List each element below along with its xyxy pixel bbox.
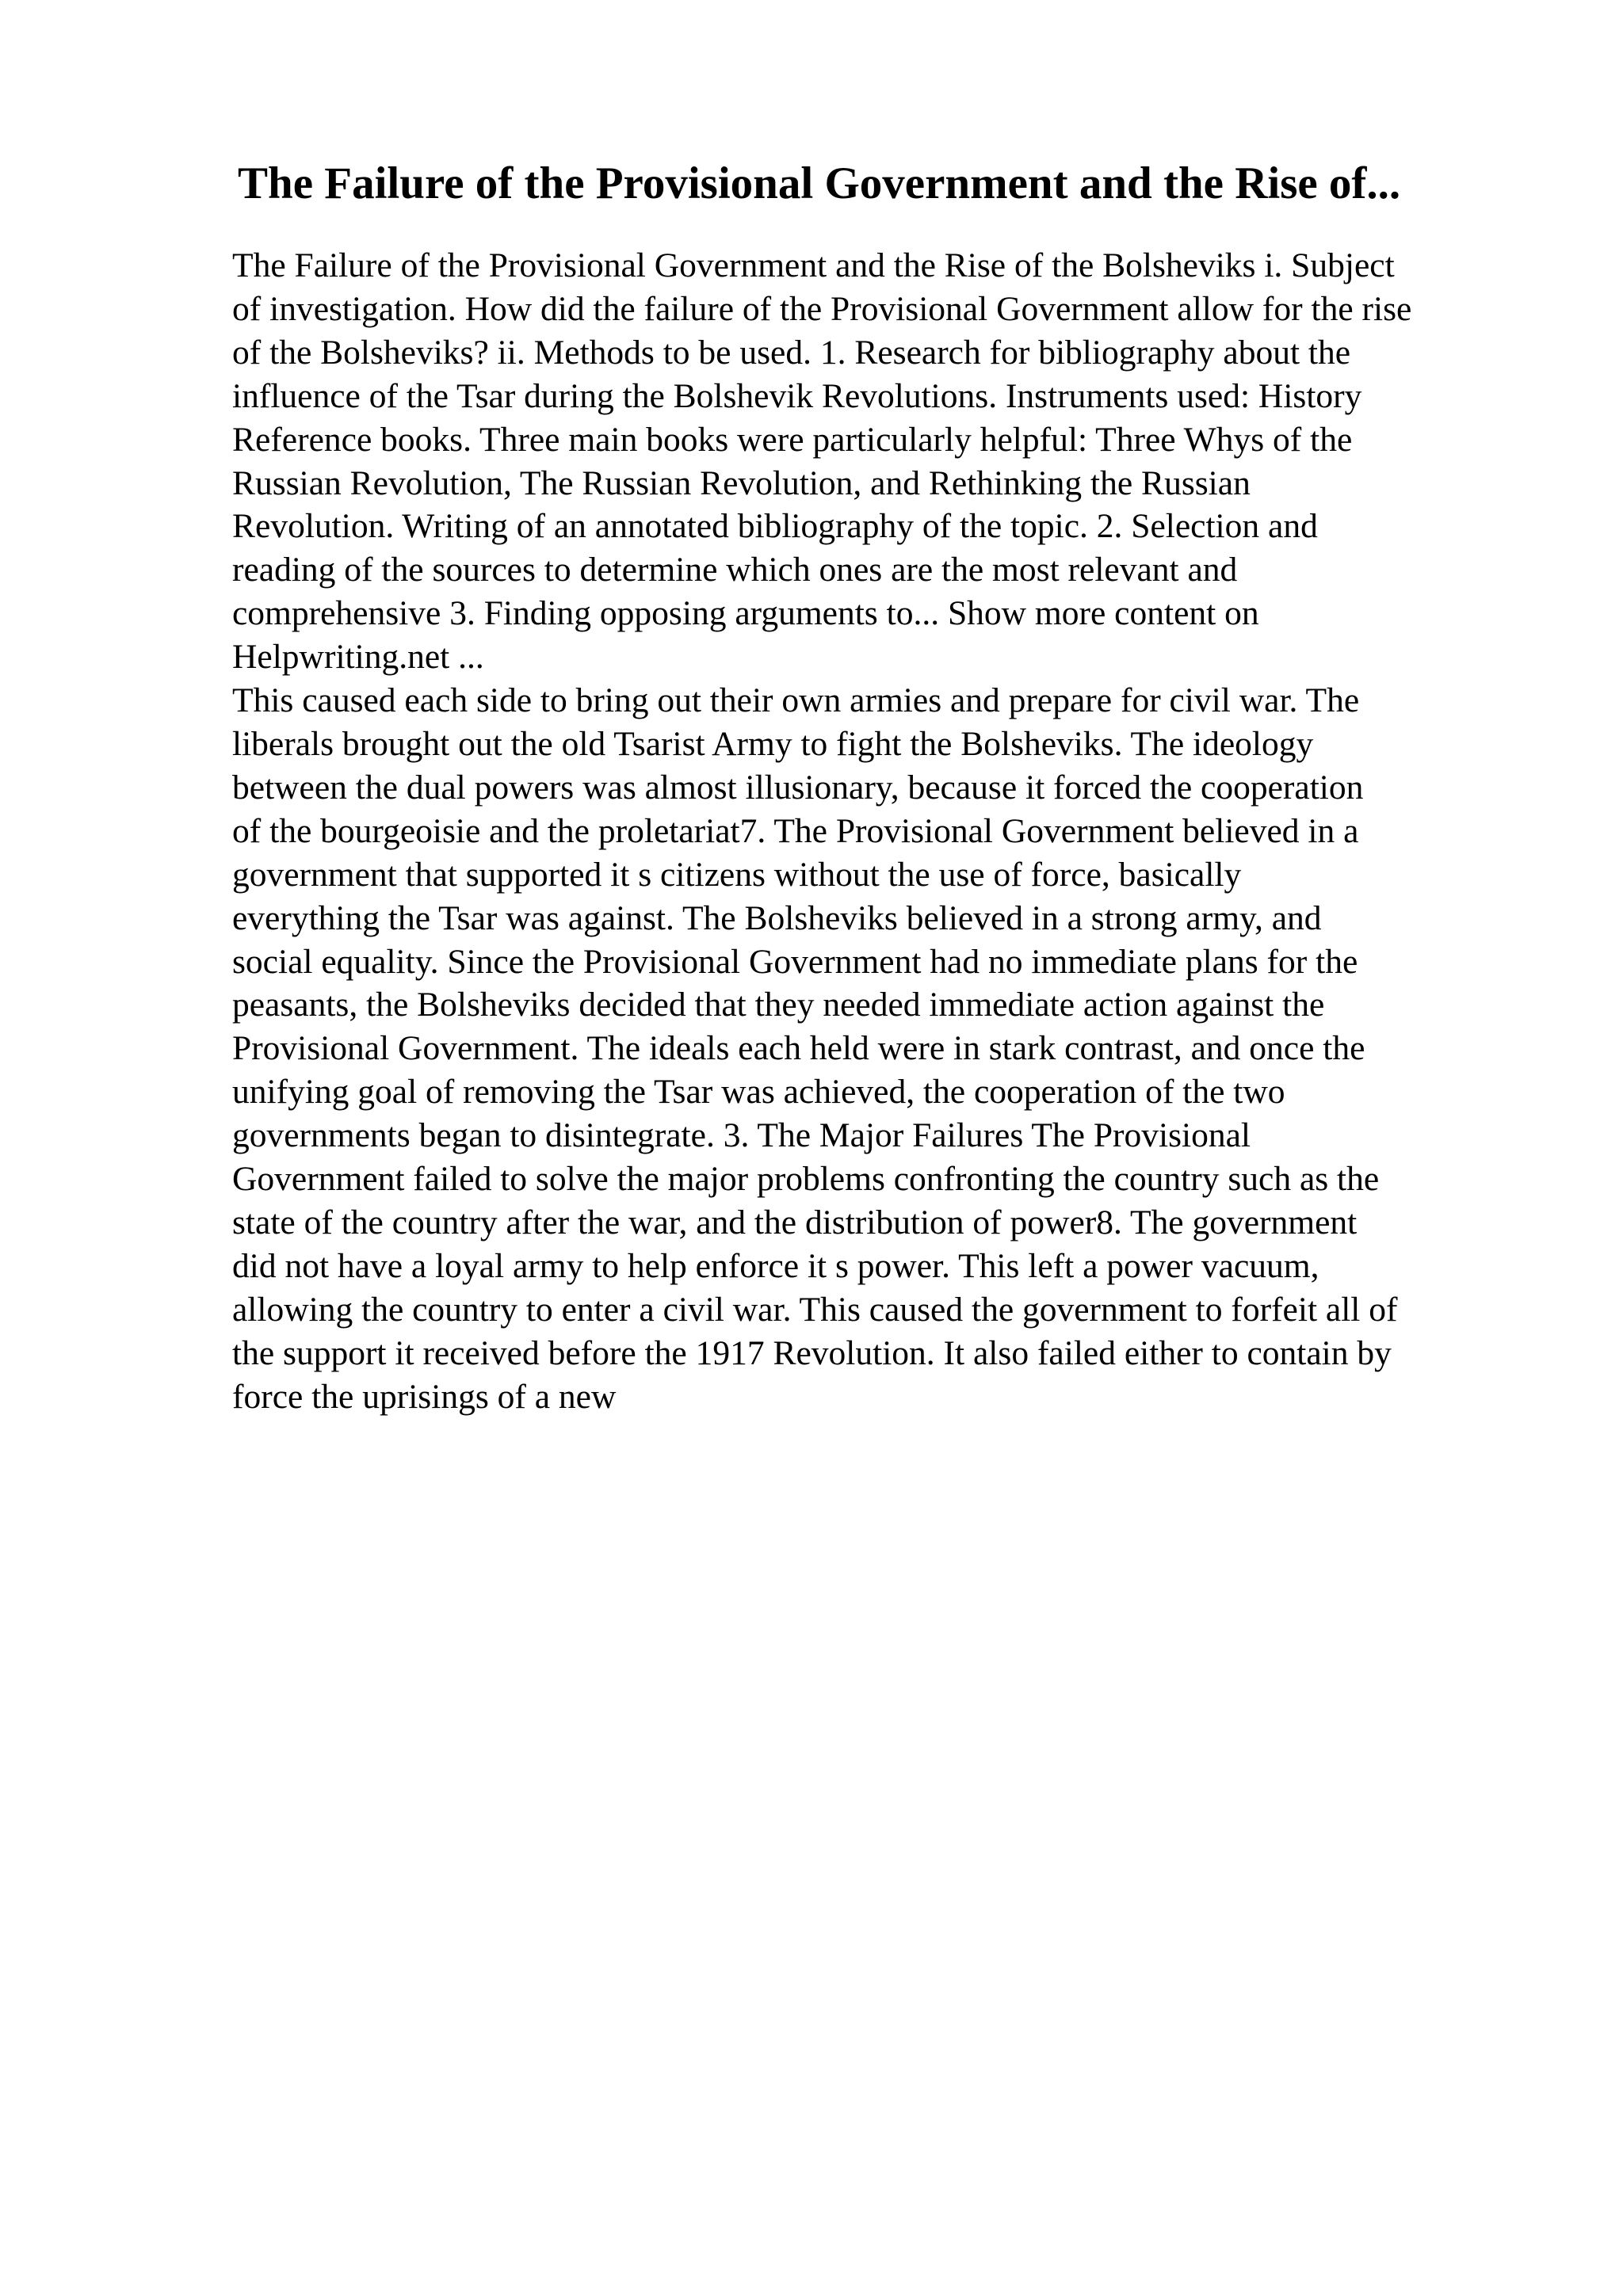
document-body: [232, 244, 1532, 1418]
paragraph-intro: [232, 244, 1532, 679]
paragraph-body: [232, 679, 1532, 1418]
text-line: of the Bolsheviks? ii. Methods to be used. 1. Research for bibliography about the: [232, 333, 1351, 372]
text-line: This caused each side to bring out their own armies and prepare for civil war. The: [232, 681, 1360, 720]
text-line: Helpwriting.net ...: [232, 638, 484, 677]
text-line: between the dual powers was almost illusionary, because it forced the cooperation: [232, 768, 1364, 807]
text-line: the support it received before the 1917 Revolution. It also failed either to contain by: [232, 1333, 1392, 1372]
document-title: The Failure of the Provisional Government and the Rise of...: [238, 158, 1401, 208]
text-line: Government failed to solve the major problems confronting the country such as the: [232, 1160, 1380, 1199]
text-line: governments began to disintegrate. 3. The Major Failures The Provisional: [232, 1116, 1251, 1155]
text-line: influence of the Tsar during the Bolshevik Revolutions. Instruments used: History: [232, 376, 1362, 415]
text-line: force the uprisings of a new: [232, 1377, 617, 1416]
text-line: state of the country after the war, and the distribution of power8. The government: [232, 1203, 1358, 1241]
text-line: Provisional Government. The ideals each held were in stark contrast, and once the: [232, 1029, 1365, 1068]
text-line: Reference books. Three main books were particularly helpful: Three Whys of the: [232, 420, 1353, 459]
text-line: of the bourgeoisie and the proletariat7. The Provisional Government believed in a: [232, 811, 1359, 850]
text-line: reading of the sources to determine which ones are the most relevant and: [232, 551, 1238, 589]
text-line: unifying goal of removing the Tsar was achieved, the cooperation of the two: [232, 1073, 1285, 1112]
text-line: everything the Tsar was against. The Bolsheviks believed in a strong army, and: [232, 898, 1322, 937]
text-line: peasants, the Bolsheviks decided that they needed immediate action against the: [232, 986, 1325, 1024]
text-line: liberals brought out the old Tsarist Army to fight the Bolsheviks. The ideology: [232, 724, 1314, 763]
text-line: Russian Revolution, The Russian Revolution, and Rethinking the Russian: [232, 463, 1251, 502]
text-line: did not have a loyal army to help enforce it s power. This left a power vacuum,: [232, 1246, 1319, 1285]
text-line: government that supported it s citizens without the use of force, basically: [232, 855, 1242, 894]
text-line: allowing the country to enter a civil war. This caused the government to forfeit all of: [232, 1290, 1398, 1329]
text-line: social equality. Since the Provisional Government had no immediate plans for the: [232, 942, 1358, 981]
text-line: comprehensive 3. Finding opposing arguments to... Show more content on: [232, 594, 1259, 633]
text-line: of investigation. How did the failure of the Provisional Government allow for the rise: [232, 289, 1412, 328]
text-line: The Failure of the Provisional Government and the Rise of the Bolsheviks i. Subject: [232, 246, 1395, 284]
text-line: Revolution. Writing of an annotated bibliography of the topic. 2. Selection and: [232, 507, 1318, 546]
